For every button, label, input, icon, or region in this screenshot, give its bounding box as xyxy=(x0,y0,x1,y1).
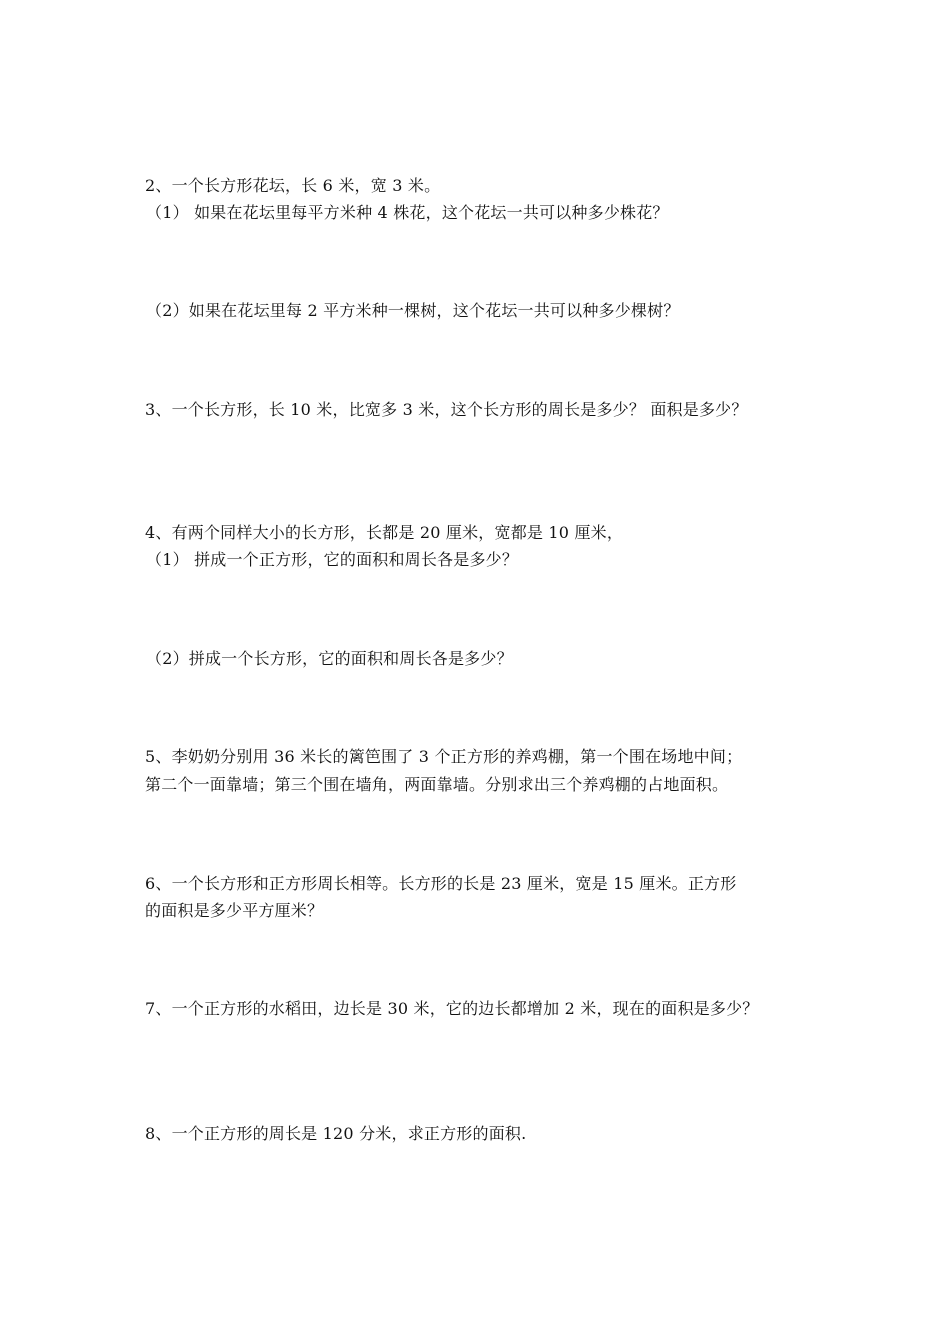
problem-3: 3、一个长方形，长 10 米，比宽多 3 米，这个长方形的周长是多少？ 面积是多少？ xyxy=(145,400,748,419)
problem-2-stem: 2、一个长方形花坛，长 6 米，宽 3 米。 xyxy=(145,176,441,195)
problem-4-stem: 4、有两个同样大小的长方形，长都是 20 厘米，宽都是 10 厘米， xyxy=(145,523,624,542)
problem-5-line-2: 第二个一面靠墙；第三个围在墙角，两面靠墙。分别求出三个养鸡棚的占地面积。 xyxy=(145,775,729,794)
problem-5-line-1: 5、李奶奶分别用 36 米长的篱笆围了 3 个正方形的养鸡棚，第一个围在场地中间； xyxy=(145,747,743,766)
problem-2-part-1: （1） 如果在花坛里每平方米种 4 株花，这个花坛一共可以种多少株花？ xyxy=(146,203,669,222)
problem-7: 7、一个正方形的水稻田，边长是 30 米，它的边长都增加 2 米，现在的面积是多少？ xyxy=(145,999,759,1018)
problem-8: 8、一个正方形的周长是 120 分米，求正方形的面积. xyxy=(145,1124,527,1143)
problem-6-line-2: 的面积是多少平方厘米？ xyxy=(145,901,324,920)
problem-4-part-2: （2）拼成一个长方形，它的面积和周长各是多少？ xyxy=(146,649,513,668)
problem-4-part-1: （1） 拼成一个正方形，它的面积和周长各是多少？ xyxy=(146,550,519,569)
problem-6-line-1: 6、一个长方形和正方形周长相等。长方形的长是 23 厘米，宽是 15 厘米。正方形 xyxy=(145,874,737,893)
problem-2-part-2: （2）如果在花坛里每 2 平方米种一棵树，这个花坛一共可以种多少棵树？ xyxy=(146,301,680,320)
